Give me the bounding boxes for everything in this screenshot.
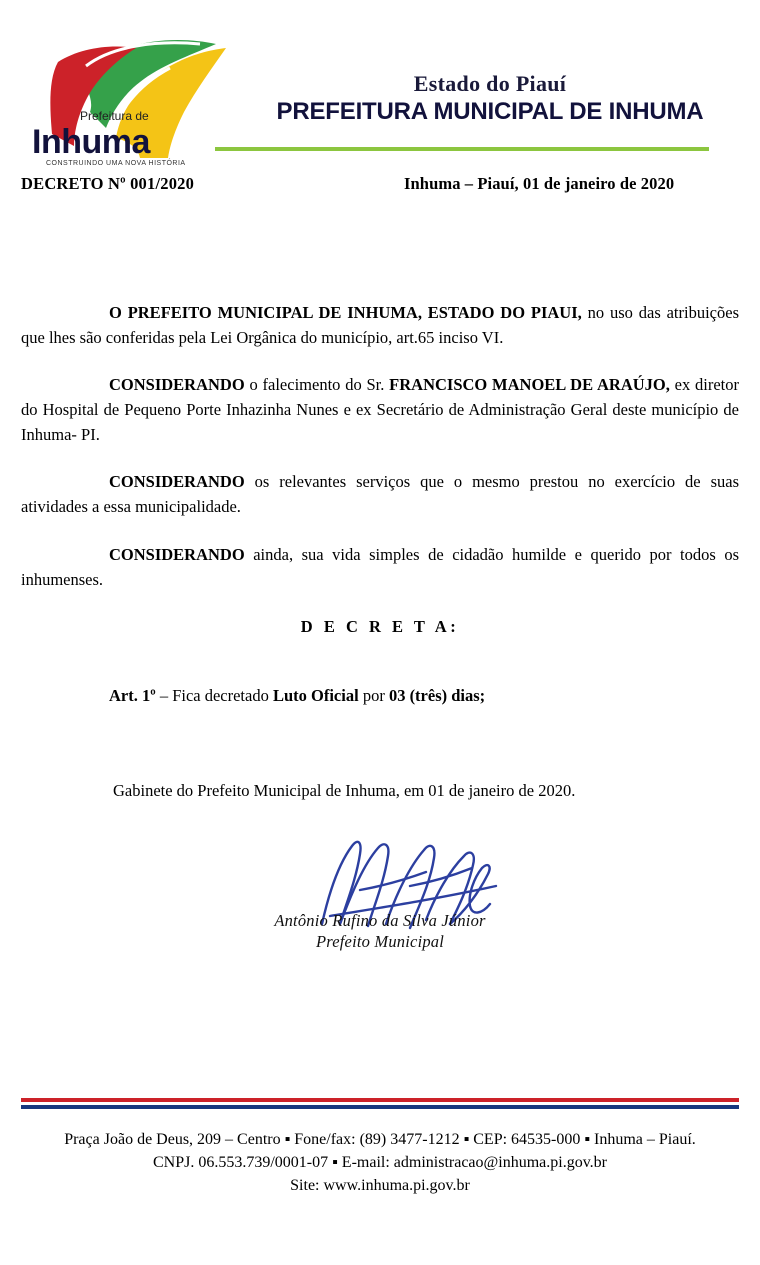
prefeitura-logo	[20, 20, 240, 170]
article-1-bold-luto: Luto Oficial	[272, 685, 359, 705]
considerando-1-mid: o falecimento do Sr.	[244, 375, 390, 395]
city-hall-title: PREFEITURA MUNICIPAL DE INHUMA	[276, 98, 704, 126]
header-green-rule	[215, 147, 709, 151]
document-header	[0, 14, 760, 167]
signature-block	[0, 828, 760, 958]
decree-place-date: Inhuma – Piauí, 01 de janeiro de 2020	[404, 174, 675, 193]
preamble-bold: O PREFEITO MUNICIPAL DE INHUMA, ESTADO DO PIAUI,	[109, 303, 582, 322]
decree-header-row	[0, 174, 760, 198]
footer-bar-red	[21, 1098, 739, 1102]
decreta-heading: D E C R E T A:	[300, 616, 460, 636]
signer-role: Prefeito Municipal	[315, 932, 445, 951]
paragraph-preamble	[21, 300, 739, 350]
footer-site: Site: www.inhuma.pi.gov.br	[290, 1177, 470, 1195]
footer-bars	[21, 1098, 739, 1112]
considerando-1-lead: CONSIDERANDO	[109, 375, 245, 395]
paragraph-considerando-1	[21, 372, 739, 447]
considerando-3-rest: ainda, sua vida simples de cidadão humilde e querido por todos os inhumenses.	[21, 544, 739, 589]
footer-contact	[0, 1128, 760, 1198]
article-1-label: Art. 1º	[109, 685, 156, 705]
considerando-2-rest: os relevantes serviços que o mesmo prestou no exercício de suas atividades a essa municipalidade.	[21, 472, 739, 517]
header-titles	[250, 72, 730, 126]
signer-name: Antônio Rufino da Silva Júnior	[274, 911, 486, 930]
paragraph-considerando-2	[21, 469, 739, 519]
considerando-1-rest: ex diretor do Hospital de Pequeno Porte Inhazinha Nunes e ex Secretário de Administração Geral deste município de Inhuma- PI.	[21, 375, 740, 445]
considerando-1-name: FRANCISCO MANOEL DE ARAÚJO,	[389, 375, 670, 395]
svg-text:Inhuma: Inhuma	[32, 123, 150, 161]
svg-text:Prefeitura de: Prefeitura de	[80, 109, 149, 123]
footer-bar-blue	[21, 1105, 739, 1109]
state-title: Estado do Piauí	[413, 71, 567, 96]
footer-address: Praça João de Deus, 209 – Centro ▪ Fone/fax: (89) 3477-1212 ▪ CEP: 64535-000 ▪ Inhuma – Piauí.	[64, 1131, 696, 1148]
paragraph-considerando-3	[21, 542, 739, 592]
article-1-bold-days: 03 (três) dias;	[388, 685, 486, 705]
article-1	[21, 683, 739, 708]
considerando-2-lead: CONSIDERANDO	[109, 472, 245, 492]
considerando-3-lead: CONSIDERANDO	[109, 544, 245, 564]
document-body	[21, 300, 739, 803]
footer-cnpj-email: CNPJ. 06.553.739/0001-07 ▪ E-mail: administracao@inhuma.pi.gov.br	[153, 1154, 607, 1172]
decree-number: DECRETO Nº 001/2020	[21, 174, 195, 193]
article-1-mid2: por	[358, 685, 389, 705]
preamble-rest: no uso das atribuições que lhes são conferidas pela Lei Orgânica do município, art.65 inciso VI.	[21, 303, 739, 348]
svg-text:CONSTRUINDO UMA NOVA HISTÓRIA: CONSTRUINDO UMA NOVA HISTÓRIA	[46, 160, 186, 167]
article-1-mid: – Fica decretado	[155, 685, 273, 705]
closing-line: Gabinete do Prefeito Municipal de Inhuma, em 01 de janeiro de 2020.	[113, 780, 576, 800]
